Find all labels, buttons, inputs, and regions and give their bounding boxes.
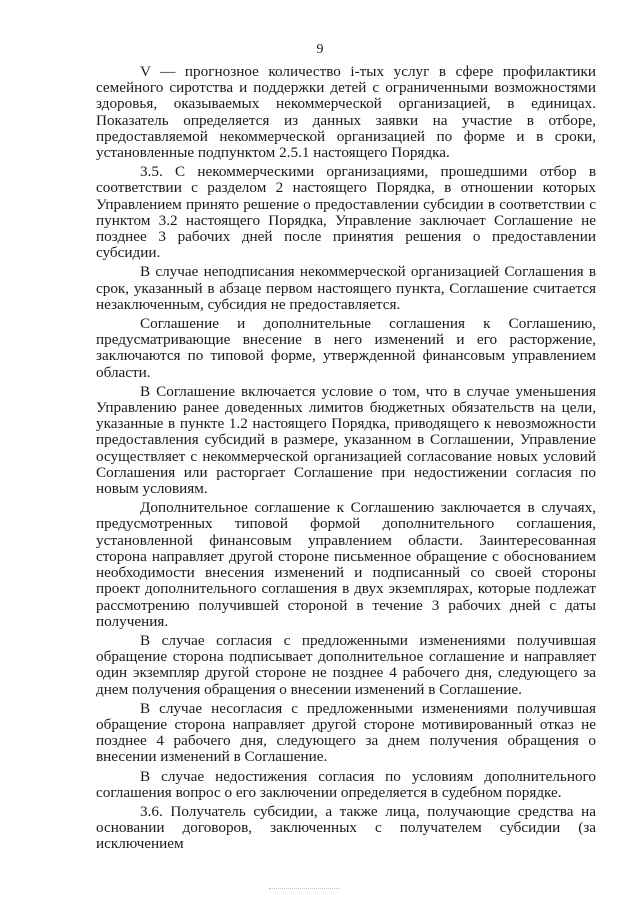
paragraph-limits-condition: В Соглашение включается условие о том, что в случае уменьшения Управлению ранее доведенных лимитов бюджетных обязательств на цели, указанные в пункте 1.2 настоящего Порядка, приводящего к невозможности предоставления субсидий в размере, указанном в Соглашении, Управление осуществляет с некоммерческой организацией согласование новых условий Соглашения или расторгает Соглашение при недостижении согласия по новым условиям.	[96, 382, 596, 498]
paragraph-v-definition: V — прогнозное количество i-тых услуг в сфере профилактики семейного сиротства и поддержки детей с ограниченными возможностями здоровья, оказываемых некоммерческой организацией, в единицах. Показатель определяется из данных заявки на участие в отборе, предоставляемой некоммерческой организацией по форме и в сроки, установленные подпунктом 2.5.1 настоящего Порядка.	[96, 63, 596, 162]
paragraph-non-signing: В случае неподписания некоммерческой организацией Соглашения в срок, указанный в абзаце первом настоящего пункта, Соглашение считается незаключенным, субсидия не предоставляется.	[96, 263, 596, 313]
paragraph-agreement-forms: Соглашение и дополнительные соглашения к Соглашению, предусматривающие внесение в него изменений и его расторжение, заключаются по типовой форме, утвержденной финансовым управлением области.	[96, 315, 596, 381]
paragraph-3-5: 3.5. С некоммерческими организациями, прошедшими отбор в соответствии с разделом 2 настоящего Порядка, в отношении которых Управлением принято решение о предоставлении субсидии в соответствии с пунктом 3.2 настоящего Порядка, Управление заключает Соглашение не позднее 3 рабочих дней после принятия решения о предоставлении субсидии.	[96, 163, 596, 262]
scan-artifact-line	[269, 888, 339, 890]
paragraph-3-6: 3.6. Получатель субсидии, а также лица, получающие средства на основании договоров, заключенных с получателем субсидии (за исключением	[96, 802, 596, 853]
paragraph-additional-agreement: Дополнительное соглашение к Соглашению заключается в случаях, предусмотренных типовой формой дополнительного соглашения, установленной финансовым управлением области. Заинтересованная сторона направляет другой стороне письменное обращение с обоснованием необходимости внесения изменений и подписанный со своей стороны проект дополнительного соглашения в двух экземплярах, которые подлежат рассмотрению получившей стороной в течение 3 рабочих дней с даты получения.	[96, 499, 596, 630]
paragraph-consent: В случае согласия с предложенными изменениями получившая обращение сторона подписывает дополнительное соглашение и направляет один экземпляр другой стороне не позднее 4 рабочего дня, следующего за днем получения обращения о внесении изменений в Соглашение.	[96, 631, 596, 698]
document-body	[96, 64, 596, 856]
paragraph-disagreement: В случае несогласия с предложенными изменениями получившая обращение сторона направляет другой стороне мотивированный отказ не позднее 4 рабочего дня, следующего за днем получения обращения о внесении изменений в Соглашение.	[96, 699, 596, 766]
page-number: 9	[316, 42, 324, 57]
paragraph-court: В случае недостижения согласия по условиям дополнительного соглашения вопрос о его заключении определяется в судебном порядке.	[96, 767, 596, 801]
